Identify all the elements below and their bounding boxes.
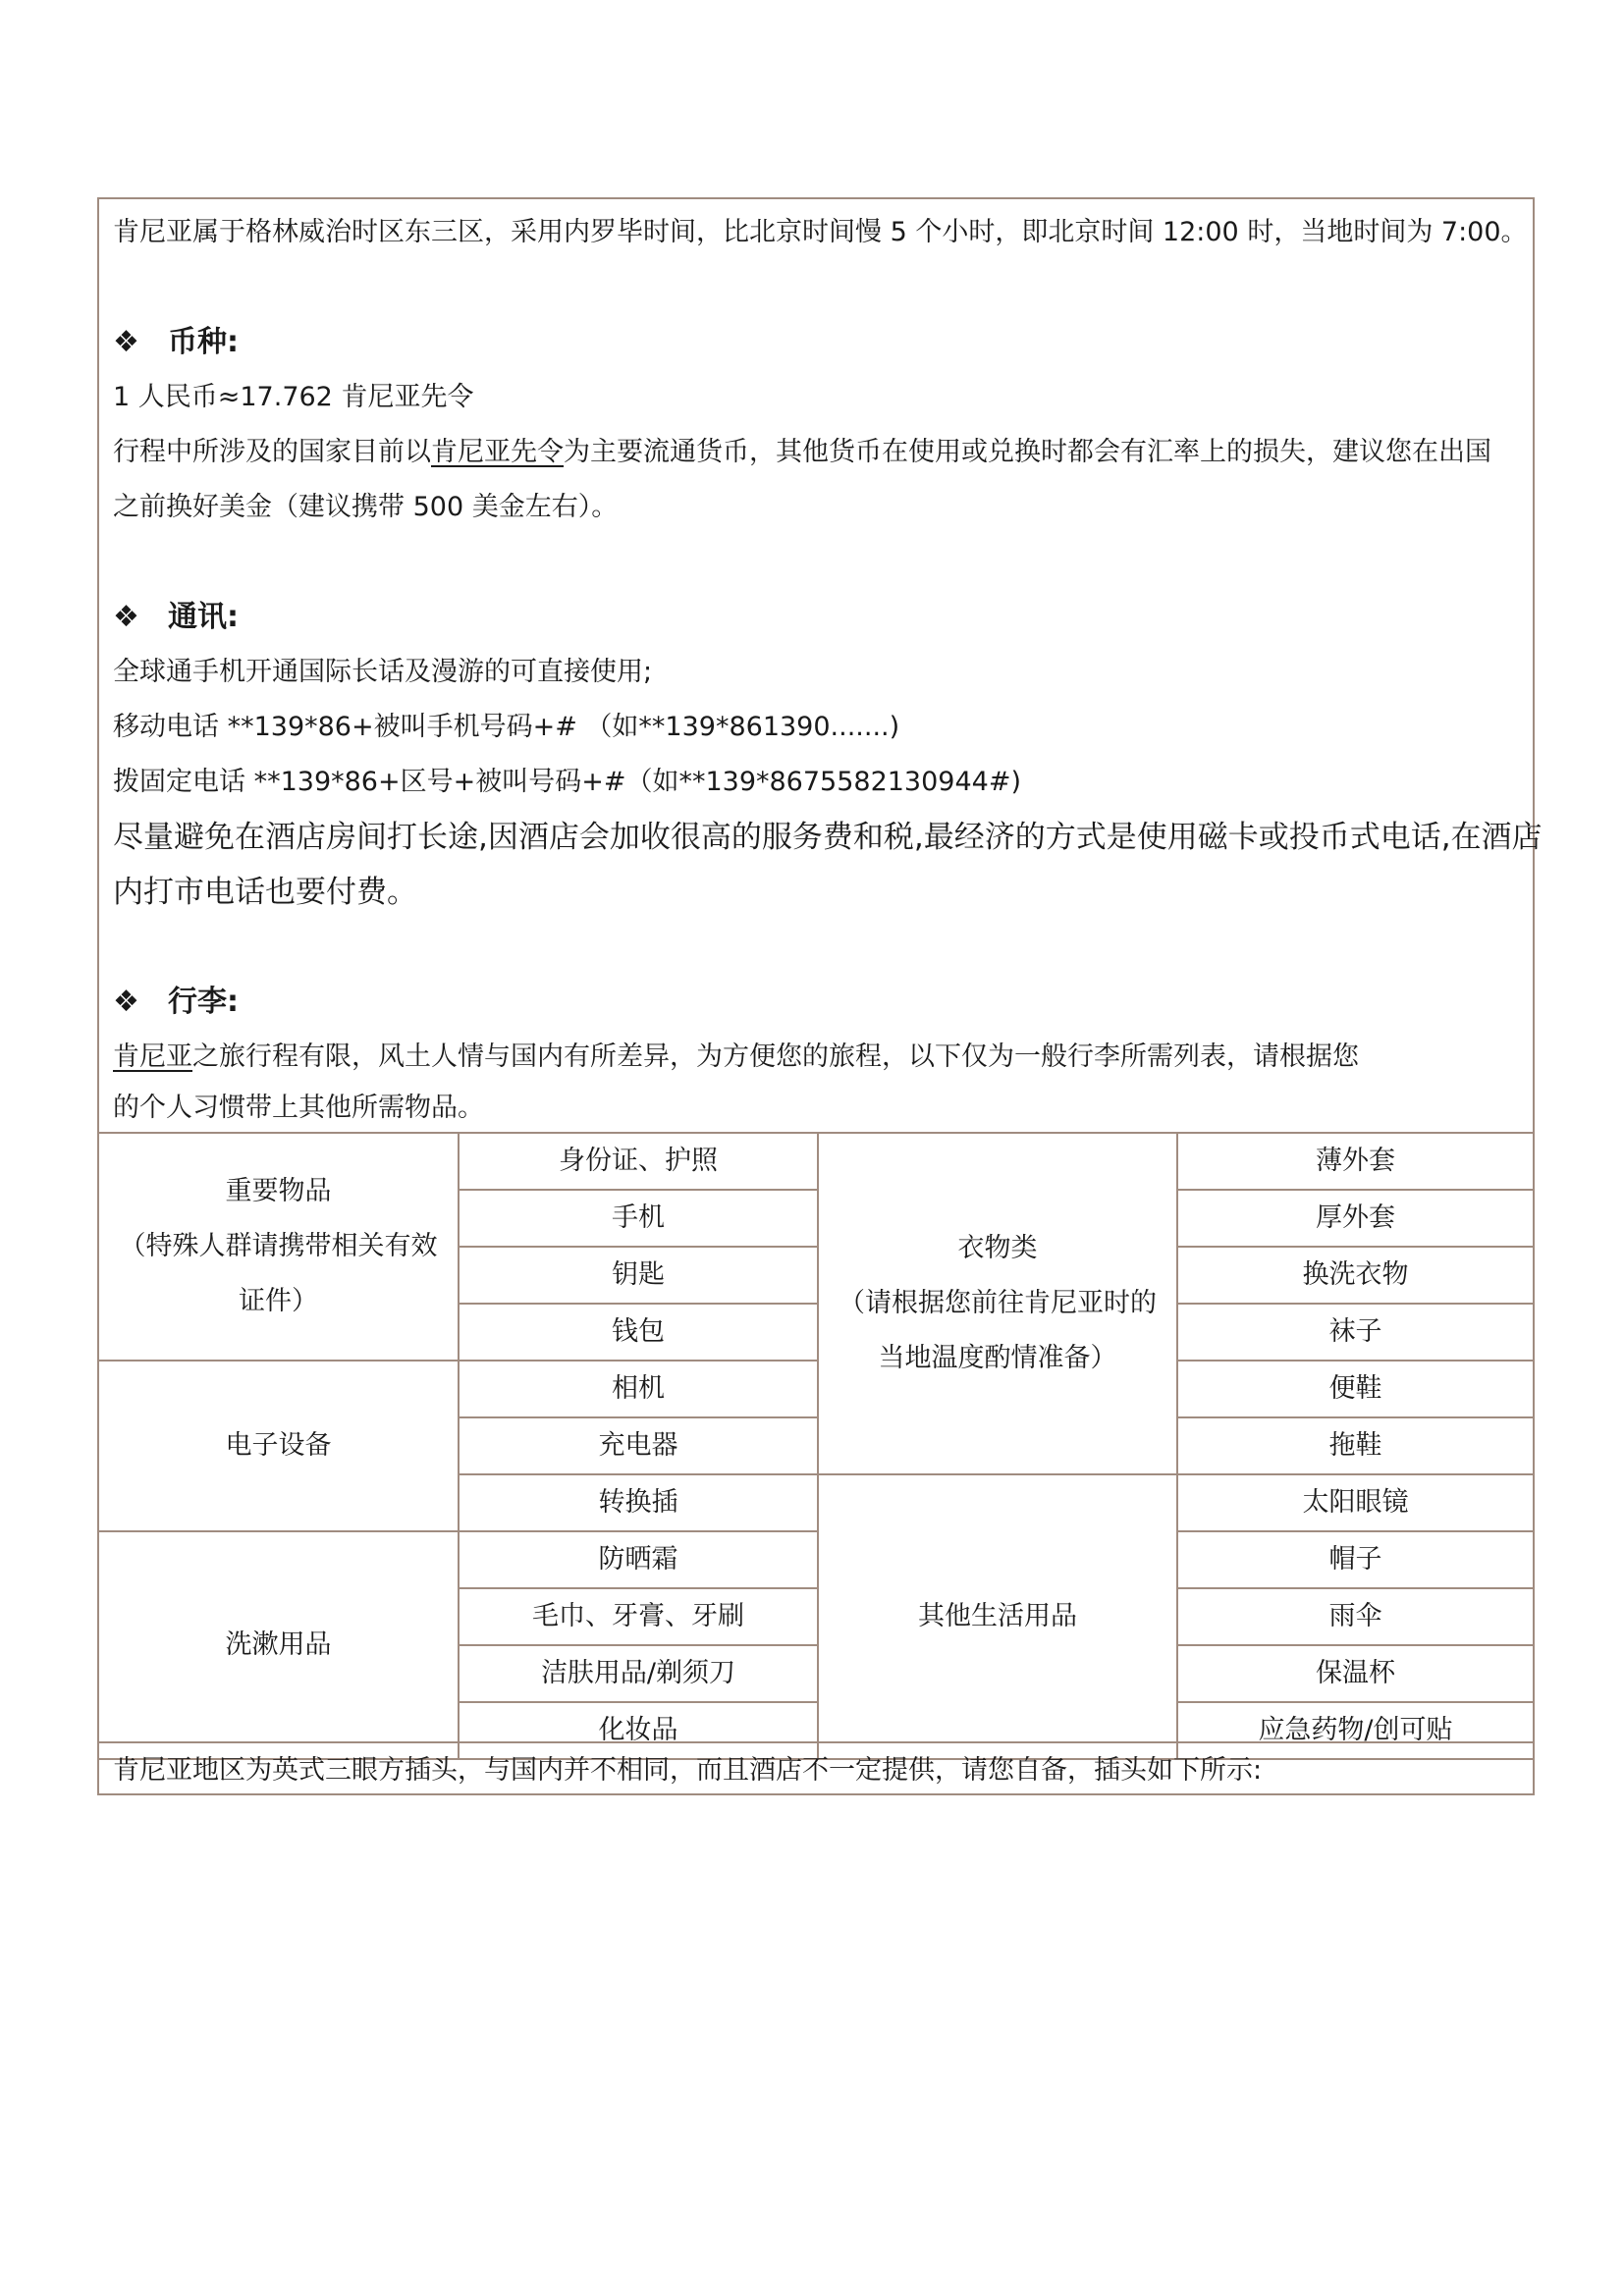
table-cell: 保温杯 [1177,1645,1533,1702]
communication-heading [113,590,1523,645]
category-toiletries: 洗漱用品 [99,1531,459,1759]
table-cell: 薄外套 [1177,1133,1533,1190]
category-clothing [818,1133,1177,1474]
timezone-section [113,205,1528,260]
diamond-bullet-icon: ❖ [113,600,139,634]
document-frame [97,197,1543,1795]
luggage-section [113,975,1523,1132]
luggage-paragraph-1 [113,1030,1523,1085]
table-cell: 毛巾、牙膏、牙刷 [459,1588,818,1645]
communication-line-1: 全球通手机开通国际长话及漫游的可直接使用; [113,657,653,687]
table-cell: 太阳眼镜 [1177,1474,1533,1531]
currency-link-kenya-shilling: 肯尼亚先令 [431,437,564,467]
table-cell: 化妆品 [459,1702,818,1759]
table-cell: 帽子 [1177,1531,1533,1588]
communication-line-3: 拨固定电话 **139*86+区号+被叫号码+#（如**139*8675582130944#) [113,767,1021,797]
communication-line-2: 移动电话 **139*86+被叫手机号码+# （如**139*861390.......) [113,712,900,742]
table-cell: 防晒霜 [459,1531,818,1588]
category-clothing-note-2: 当地温度酌情准备） [878,1343,1117,1373]
currency-paragraph-2: 之前换好美金（建议携带 500 美金左右）。 [113,492,619,522]
table-cell: 钥匙 [459,1247,818,1304]
table-cell: 身份证、护照 [459,1133,818,1190]
currency-section [113,315,1523,535]
plug-note-after: ，与国内并不相同，而且酒店不一定提供，请您自备，插头如下所示: [458,1755,1263,1786]
communication-heading-text: 通讯: [168,600,239,634]
table-cell: 袜子 [1177,1304,1533,1361]
category-other: 其他生活用品 [818,1474,1177,1759]
table-row [99,1531,1533,1588]
luggage-heading-text: 行李: [168,985,239,1019]
category-clothing-label: 衣物类 [957,1233,1038,1263]
table-cell: 换洗衣物 [1177,1247,1533,1304]
currency-p1-before: 行程中所涉及的国家目前以 [113,437,431,467]
category-important-note-1: （特殊人群请携带相关有效 [119,1231,438,1261]
currency-heading [113,315,1523,370]
table-cell: 充电器 [459,1417,818,1474]
luggage-table-wrap [99,1132,1533,1760]
diamond-bullet-icon: ❖ [113,985,139,1019]
table-row [99,1361,1533,1417]
plug-note-before: 肯尼亚地区为 [113,1755,272,1786]
table-cell: 转换插 [459,1474,818,1531]
table-cell: 应急药物/创可贴 [1177,1702,1533,1759]
luggage-p1-after: 之旅行程有限，风土人情与国内有所差异，为方便您的旅程，以下仅为一般行李所需列表，请根据您 [192,1041,1359,1072]
table-cell: 手机 [459,1190,818,1247]
category-important-note-2: 证件） [239,1286,318,1316]
communication-line-5: 内打市电话也要付费。 [113,875,417,910]
plug-type: 英式三眼方插头 [272,1755,458,1786]
communication-line-4: 尽量避免在酒店房间打长途,因酒店会加收很高的服务费和税,最经济的方式是使用磁卡或投币式电话,在酒店 [113,820,1543,855]
currency-paragraph-1 [113,425,1523,480]
luggage-heading [113,975,1523,1030]
currency-p1-after: 为主要流通货币，其他货币在使用或兑换时都会有汇率上的损失，建议您在出国 [564,437,1491,467]
luggage-table [99,1132,1533,1760]
category-clothing-note-1: （请根据您前往肯尼亚时的 [839,1288,1157,1318]
category-important-label: 重要物品 [225,1176,332,1206]
plug-note [99,1741,1533,1798]
category-important [99,1133,459,1361]
table-cell: 便鞋 [1177,1361,1533,1417]
diamond-bullet-icon: ❖ [113,325,139,359]
currency-heading-text: 币种: [168,325,239,359]
table-cell: 雨伞 [1177,1588,1533,1645]
table-cell: 钱包 [459,1304,818,1361]
timezone-text: 肯尼亚属于格林威治时区东三区，采用内罗毕时间，比北京时间慢 5 个小时，即北京时间 12:00 时，当地时间为 7:00。 [113,217,1528,247]
category-electronics: 电子设备 [99,1361,459,1531]
currency-rate: 1 人民币≈17.762 肯尼亚先令 [113,382,474,412]
luggage-paragraph-2: 的个人习惯带上其他所需物品。 [113,1093,484,1123]
table-row [99,1133,1533,1190]
table-cell: 相机 [459,1361,818,1417]
table-cell: 洁肤用品/剃须刀 [459,1645,818,1702]
table-cell: 厚外套 [1177,1190,1533,1247]
luggage-link-kenya: 肯尼亚 [113,1041,192,1072]
communication-section [113,590,1543,920]
table-cell: 拖鞋 [1177,1417,1533,1474]
